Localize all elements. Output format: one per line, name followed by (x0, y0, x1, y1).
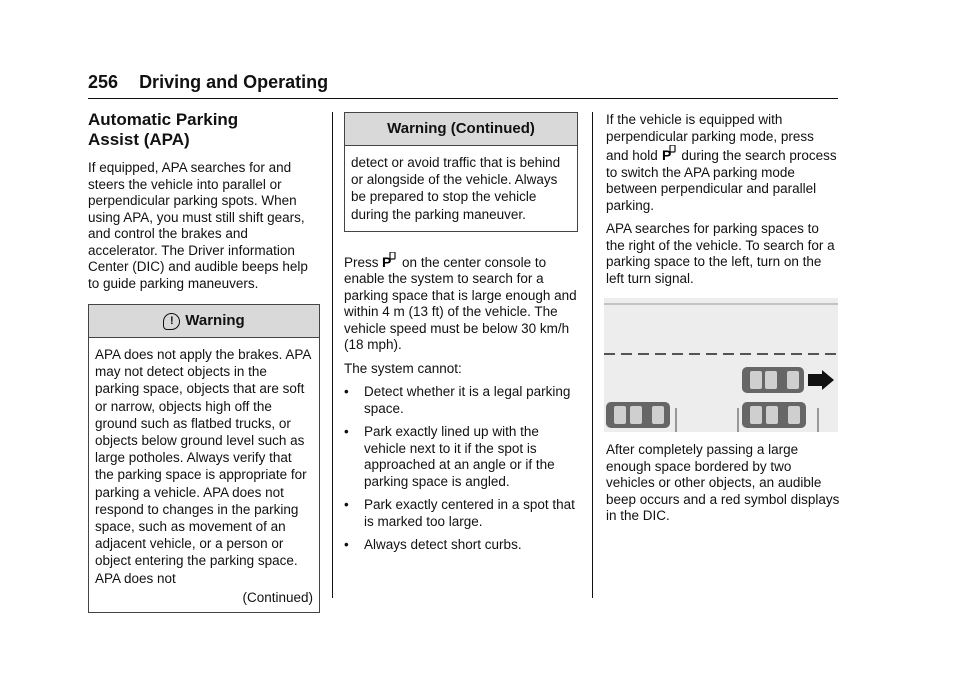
press-paragraph (344, 252, 578, 354)
park-assist-icon (382, 252, 396, 269)
warning-text: APA does not apply the brakes. APA may not detect objects in the parking space, objects that are soft or narrow, objects high off the ground such as flatbed trucks, or objects below ground level such as large potholes. Always verify that the parking space is appropriate for parking a vehicle. APA does not respond to changes in the parking space, such as movement of an adjacent vehicle, or a person or object entering the parking space. APA does not (95, 347, 311, 586)
bullet-item: • Park exactly lined up with the vehicle next to it if the spot is approached at an angle or if the parking space is angled. (344, 424, 555, 489)
press-text-after: on the center console to enable the system to search for a parking space that is large enough and within 4 m (13 ft) of the vehicle. The vehicle speed must be below 30 km/h (18 mph). (344, 254, 577, 353)
perp-text-before: If the vehicle is equipped with perpendicular parking mode, press and hold (606, 112, 814, 163)
bullet-item: • Detect whether it is a legal parking space. (344, 384, 571, 416)
apa-intro: If equipped, APA searches for and steers the vehicle into parallel or perpendicular parking spots. When using APA, you must still shift gears, and control the brakes and accelerator. The Driver information Center (DIC) and audible beeps help to guide parking maneuvers. (88, 160, 308, 291)
parked-vehicle-left (606, 402, 670, 428)
svg-text:P: P (382, 253, 392, 269)
page-header (88, 72, 328, 93)
svg-text:P: P (661, 147, 671, 162)
header-rule (88, 98, 838, 99)
column-1 (88, 110, 320, 613)
warning-continued-body: detect or avoid traffic that is behind or alongside of the vehicle. Always be prepared to stop the vehicle during the parking maneuver. (351, 155, 561, 222)
column-divider-2 (592, 112, 593, 598)
page-number: 256 (88, 72, 119, 92)
apa-heading-line1: Automatic Parking (88, 110, 239, 129)
press-text-before: Press (344, 254, 379, 270)
warning-continued-header: Warning (Continued) (345, 113, 577, 146)
apa-heading (88, 110, 320, 150)
parked-vehicle-right (742, 402, 806, 428)
cannot-intro: The system cannot: (344, 360, 462, 376)
continued-label: (Continued) (242, 589, 313, 605)
beep-paragraph: After completely passing a large enough space bordered by two vehicles or other objects, an audible beep occurs and a red symbol displays in the DIC. (606, 442, 840, 523)
warning-box (88, 304, 320, 613)
warning-title: Warning (185, 312, 245, 329)
warning-header (89, 305, 319, 338)
bullet-item: • Always detect short curbs. (344, 537, 522, 553)
column-2 (344, 112, 578, 561)
warning-body (89, 338, 319, 612)
search-direction-paragraph: APA searches for parking spaces to the right of the vehicle. To search for a parking space to the left, turn on the left turn signal. (606, 221, 835, 286)
column-3-lower (606, 442, 840, 532)
apa-heading-line2: Assist (APA) (88, 130, 190, 149)
perpendicular-mode-paragraph (606, 112, 840, 214)
column-divider-1 (332, 112, 333, 598)
warning-continued-box (344, 112, 578, 232)
moving-vehicle (742, 367, 804, 393)
parking-search-illustration (604, 298, 838, 432)
perp-text-after: during the search process to switch the APA parking mode between perpendicular and parallel parking. (606, 148, 837, 213)
bullet-item: • Park exactly centered in a spot that is marked too large. (344, 497, 575, 529)
section-title: Driving and Operating (139, 72, 329, 92)
column-3 (606, 112, 840, 294)
warning-icon: ! (163, 313, 180, 330)
park-assist-icon (662, 145, 676, 162)
